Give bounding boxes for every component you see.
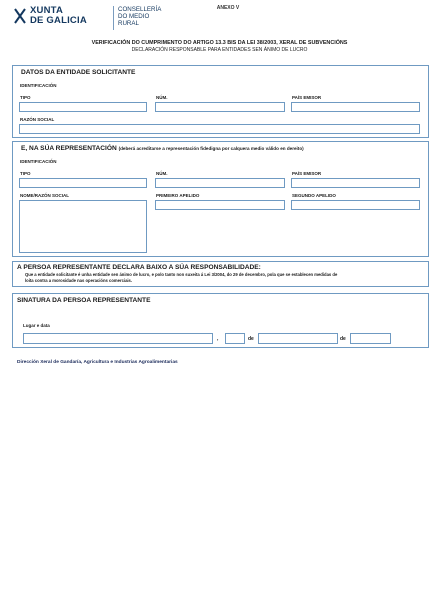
logo-divider [113,6,114,30]
applicant-type-field[interactable] [19,102,147,112]
applicant-type-label: TIPO [20,95,31,100]
applicant-heading: DATOS DA ENTIDADE SOLICITANTE [21,69,136,76]
department-name [118,6,161,28]
applicant-country-field[interactable] [291,102,420,112]
xunta-logo [14,5,162,32]
representative-type-label: TIPO [20,171,31,176]
representative-identification-label: IDENTIFICACIÓN [20,159,57,164]
department-line-1: CONSELLERÍA [118,6,162,13]
declaration-text-line-2: loita contra a morosidade nas operacións comerciais. [25,278,133,283]
applicant-name-field[interactable] [19,124,420,134]
applicant-country-label: PAÍS EMISOR [292,95,322,100]
de-separator-2: de [340,336,346,342]
representative-heading [21,145,304,152]
year-field[interactable] [350,333,391,344]
day-field[interactable] [225,333,245,344]
document-title: VERIFICACIÓN DO CUMPRIMENTO DO ARTIGO 13.3 BIS DA LEI 38/2003, XERAL DE SUBVENCIÓNS [91,40,348,46]
declaration-text [25,272,425,284]
applicant-num-label: NÚM. [156,95,168,100]
logo-line-1: XUNTA [30,5,64,16]
logo-line-2: DE GALICIA [30,15,87,26]
representative-num-label: NÚM. [156,171,168,176]
logo-wordmark [30,6,87,26]
applicant-num-field[interactable] [155,102,285,112]
representative-surname1-label: PRIMEIRO APELIDO [156,193,200,198]
representative-country-field[interactable] [291,178,420,188]
declaration-text-line-1: Que a entidade solicitante é unha entidade sen ánimo de lucro, e polo tanto non suxeita á Lei 3/2004, do 29 de decembro, pola que se establecen medidas de [25,272,338,277]
de-separator-1: de [248,336,254,342]
representative-surname2-label: SEGUNDO APELIDO [292,193,336,198]
document-subtitle: DECLARACIÓN RESPONSABLE PARA ENTIDADES SEN ÁNIMO DE LUCRO [131,47,308,53]
place-date-label: Lugar e data [23,323,50,328]
applicant-name-label: RAZÓN SOCIAL [20,117,55,122]
representative-country-label: PAÍS EMISOR [292,171,322,176]
representative-heading-text: E, NA SÚA REPRESENTACIÓN [21,145,117,152]
applicant-identification-label: IDENTIFICACIÓN [20,83,57,88]
xunta-emblem-icon [14,7,26,25]
annex-label: ANEXO V [216,5,240,11]
comma-separator: , [217,336,219,342]
representative-name-field[interactable] [19,200,147,253]
representative-num-field[interactable] [155,178,285,188]
department-line-2: DO MEDIO [118,13,150,21]
representative-surname2-field[interactable] [291,200,420,210]
footer-department: Dirección Xeral de Gandaría, Agricultura e Industrias Agroalimentarias [17,360,178,365]
department-line-3: RURAL [118,20,139,28]
place-field[interactable] [23,333,213,344]
declaration-heading: A PERSOA REPRESENTANTE DECLARA BAIXO A SÚA RESPONSABILIDADE: [17,264,261,271]
representative-heading-note: (deberá acreditarse a representación fidedigna por calquera medio válido en dereito) [118,146,304,151]
representative-surname1-field[interactable] [155,200,285,210]
representative-type-field[interactable] [19,178,147,188]
month-field[interactable] [258,333,338,344]
signature-heading: SINATURA DA PERSOA REPRESENTANTE [17,297,151,304]
representative-name-label: NOME/RAZÓN SOCIAL [20,193,69,198]
